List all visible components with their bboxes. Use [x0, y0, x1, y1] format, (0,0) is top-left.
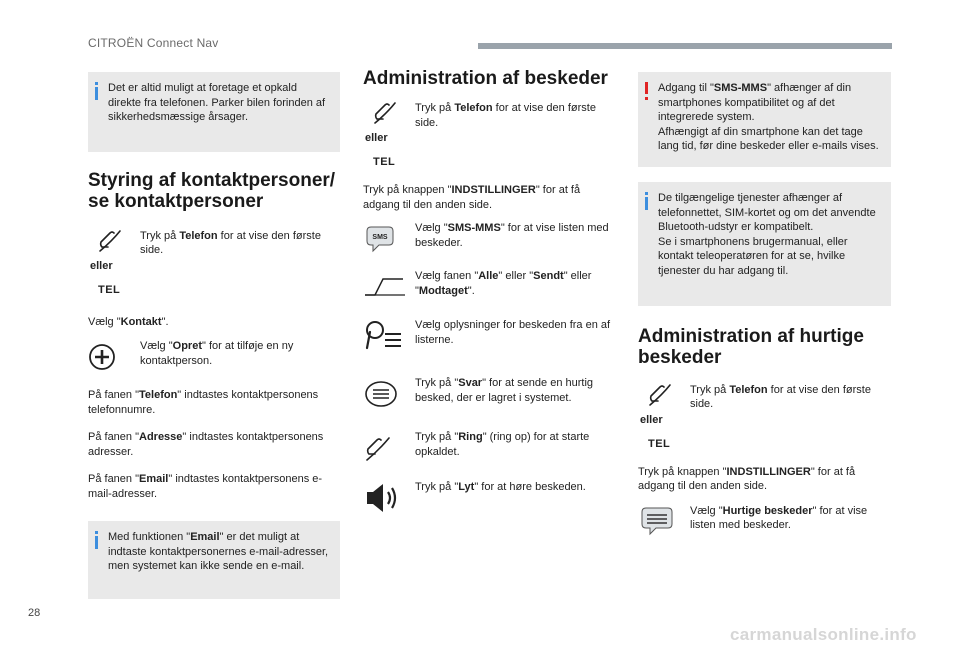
- section-title-quick-messages: Administration af hurtige beskeder: [638, 326, 864, 369]
- warning-icon: [644, 82, 649, 100]
- step-open-phone: [88, 229, 340, 311]
- warning-note-sms: [638, 72, 891, 167]
- note-text: Det er altid muligt at foretage et opkald direkte fra telefonen. Parker bilen forinden af sikkerhedsmæssige årsager.: [108, 82, 326, 124]
- watermark: carmanualsonline.info: [730, 625, 917, 644]
- quick-message-icon[interactable]: [638, 504, 682, 540]
- step-text: Tryk på Telefon for at vise den første side.: [690, 383, 871, 411]
- step-details: [363, 318, 615, 354]
- column-quick-messages: [638, 72, 891, 540]
- section-title-contacts: Styring af kontaktpersoner/ se kontaktpersoner: [88, 170, 336, 213]
- email-tab-text: På fanen "Email" indtastes kontaktpersonens e-mail-adresser.: [88, 473, 323, 500]
- column-messages: [363, 68, 615, 516]
- step-reply: [363, 376, 615, 412]
- page-number: 28: [28, 607, 41, 619]
- sms-badge-text: SMS: [372, 234, 388, 242]
- step-text: Tryk på Telefon for at vise den første side.: [140, 229, 321, 257]
- info-icon: [644, 192, 649, 210]
- address-tab-text: På fanen "Adresse" indtastes kontaktpersonens adresser.: [88, 431, 324, 458]
- step-sms: [363, 221, 615, 257]
- settings-text: Tryk på knappen "INDSTILLINGER" for at få adgang til den anden side.: [363, 184, 581, 211]
- note-text: Se i smartphonens brugermanual, eller kontakt teleoperatøren for at se, hvilke tjenester du har adgang til.: [658, 235, 848, 277]
- eller-label: eller: [365, 132, 388, 145]
- step-quick-messages: [638, 504, 891, 540]
- info-icon: [94, 82, 99, 100]
- step-open-phone: [363, 101, 615, 183]
- eller-label: eller: [640, 413, 663, 426]
- info-note-call: [88, 72, 340, 152]
- step-call: [363, 430, 615, 466]
- select-contact-text: Vælg "Kontakt".: [88, 315, 169, 328]
- phone-icon[interactable]: [373, 101, 399, 125]
- step-text: Tryk på Telefon for at vise den første side.: [415, 102, 596, 129]
- info-icon: [94, 531, 99, 549]
- step-text: Vælg "Opret" for at tilføje en ny kontaktperson.: [140, 340, 294, 367]
- column-contacts: [88, 72, 340, 599]
- step-text: Tryk på "Svar" for at sende en hurtig besked, der er lagret i systemet.: [415, 377, 594, 404]
- tel-button[interactable]: TEL: [648, 437, 671, 450]
- phone-icon[interactable]: [648, 383, 674, 407]
- info-note-email: [88, 521, 340, 599]
- phone-icon[interactable]: [363, 430, 407, 466]
- sms-icon[interactable]: [363, 221, 407, 257]
- details-icon[interactable]: [363, 318, 407, 354]
- phone-icon[interactable]: [98, 229, 124, 253]
- step-text: Vælg "Hurtige beskeder" for at vise listen med beskeder.: [690, 504, 868, 532]
- step-text: Vælg oplysninger for beskeden fra en af listerne.: [415, 319, 611, 346]
- header-title: CITROËN Connect Nav: [88, 36, 219, 50]
- step-tabs: [363, 269, 615, 305]
- speaker-icon[interactable]: [363, 480, 407, 516]
- step-listen: [363, 480, 615, 516]
- header-bar: [478, 43, 892, 49]
- tel-button[interactable]: TEL: [98, 283, 121, 296]
- step-text: Vælg "SMS-MMS" for at vise listen med beskeder.: [415, 222, 609, 249]
- reply-icon[interactable]: [363, 376, 407, 412]
- settings-text: Tryk på knappen "INDSTILLINGER" for at få adgang til den anden side.: [638, 465, 856, 493]
- phone-tab-text: På fanen "Telefon" indtastes kontaktpersonens telefonnumre.: [88, 389, 319, 416]
- section-title-messages: Administration af beskeder: [363, 68, 608, 89]
- add-icon[interactable]: [88, 339, 132, 375]
- step-text: Tryk på "Ring" (ring op) for at starte opkaldet.: [415, 431, 590, 458]
- note-text: Adgang til "SMS-MMS" afhænger af din smartphones kompatibilitet og af det integrerede system.: [658, 82, 852, 124]
- tel-button[interactable]: TEL: [373, 156, 396, 169]
- step-open-phone: [638, 383, 891, 465]
- note-text: De tilgængelige tjenester afhænger af telefonnettet, SIM-kortet og om det anvendte Bluetooth-udstyr er kompatibelt.: [658, 192, 876, 234]
- step-text: Tryk på "Lyt" for at høre beskeden.: [415, 481, 586, 494]
- info-note-services: [638, 182, 891, 306]
- step-text: Vælg fanen "Alle" eller "Sendt" eller "Modtaget".: [415, 270, 592, 297]
- step-create: [88, 339, 340, 375]
- note-text: Med funktionen "Email" er det muligt at indtaste kontaktpersonernes e-mail-adresser, men systemet kan ikke sende en e-mail.: [108, 531, 329, 573]
- eller-label: eller: [90, 259, 113, 272]
- tab-icon[interactable]: [363, 269, 407, 305]
- note-text: Afhængigt af din smartphone kan det tage lang tid, før dine beskeder eller e-mails vises.: [658, 125, 879, 153]
